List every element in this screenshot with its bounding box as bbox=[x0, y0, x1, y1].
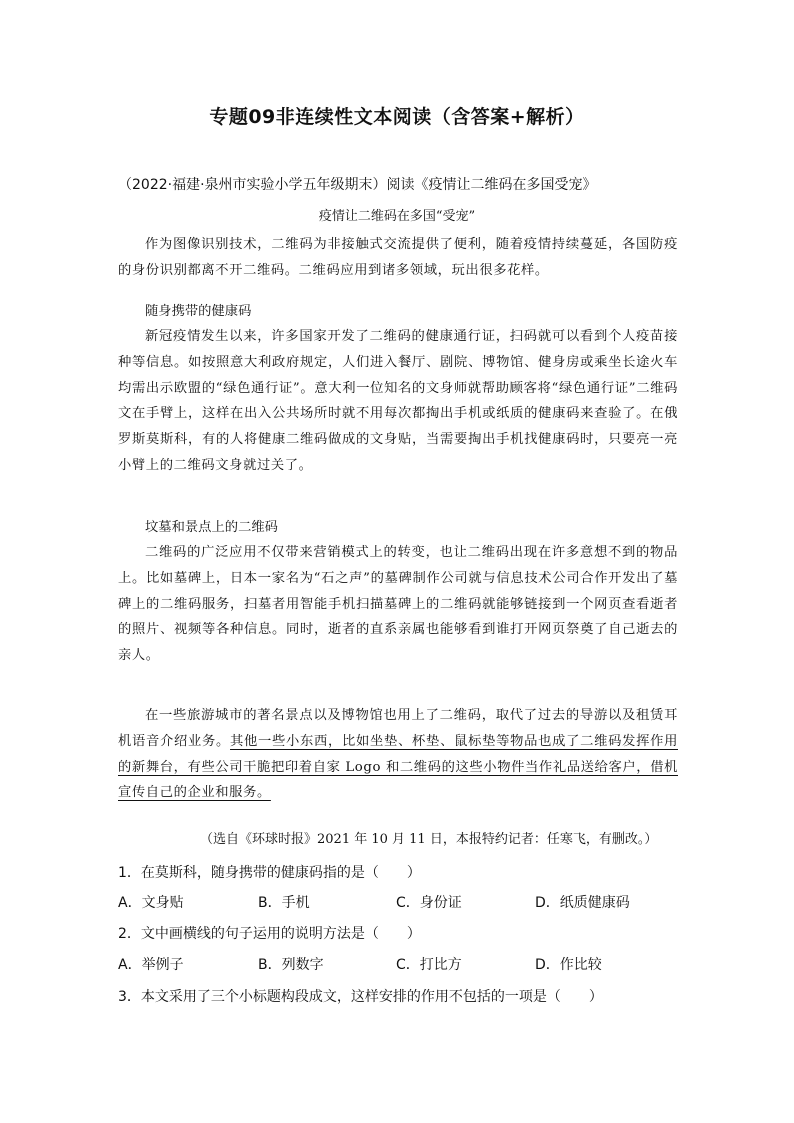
paragraph-1: 作为图像识别技术，二维码为非接触式交流提供了便利，随着疫情持续蔓延，各国防疫的身份识别都离不开二维码。二维码应用到诸多领域，玩出很多花样。 bbox=[118, 237, 678, 278]
paragraph-3: 二维码的广泛应用不仅带来营销模式上的转变，也让二维码出现在许多意想不到的物品上。比如墓碑上，日本一家名为“石之声”的墓碑制作公司就与信息技术公司合作开发出了墓碑上的二维码服务，扫墓者用智能手机扫描墓碑上的二维码就能够链接到一个网页查看逝者的照片、视频等各种信息。同时，逝者的直系亲属也能够看到谁打开网页祭奠了自己逝去的亲人。 bbox=[118, 545, 678, 664]
q1-option-b: B．手机 bbox=[258, 895, 310, 911]
source-credit: （选自《环球时报》2021 年 10 月 11 日，本报特约记者：任寒飞，有删改。） bbox=[200, 832, 658, 847]
question-3: 3．本文采用了三个小标题构段成文，这样安排的作用不包括的一项是（ ） bbox=[118, 989, 603, 1005]
q2-option-b: B．列数字 bbox=[258, 957, 324, 973]
paragraph-2: 新冠疫情发生以来，许多国家开发了二维码的健康通行证，扫码就可以看到个人疫苗接种等信息。如按照意大利政府规定，人们进入餐厅、剧院、博物馆、健身房或乘坐长途火车均需出示欧盟的“绿色通行证”。意大利一位知名的文身师就帮助顾客将“绿色通行证”二维码文在手臂上，这样在出入公共场所时就不用每次都掏出手机或纸质的健康码来查验了。在俄罗斯莫斯科，有的人将健康二维码做成的文身贴，当需要掏出手机找健康码时，只要亮一亮小臂上的二维码文身就过关了。 bbox=[118, 329, 678, 473]
q1-option-d: D．纸质健康码 bbox=[535, 895, 630, 911]
q2-option-c: C．打比方 bbox=[396, 957, 462, 973]
underlined-sentence: 其他一些小东西，比如坐垫、杯垫、鼠标垫等物品也成了二维码发挥作用的新舞台，有些公司干脆把印着自家 Logo 和二维码的这些小物件当作礼品送给客户，借机宣传自己的企业和服务。 bbox=[118, 733, 678, 801]
source-line: （2022·福建·泉州市实验小学五年级期末）阅读《疫情让二维码在多国受宠》 bbox=[118, 177, 597, 193]
question-1: 1．在莫斯科，随身携带的健康码指的是（ ） bbox=[118, 865, 421, 881]
page-title: 专题09非连续性文本阅读（含答案+解析） bbox=[209, 106, 585, 128]
article-title: 疫情让二维码在多国“受宠” bbox=[318, 209, 476, 224]
q2-option-d: D．作比较 bbox=[535, 957, 602, 973]
q1-option-c: C．身份证 bbox=[396, 895, 462, 911]
q2-option-a: A．举例子 bbox=[118, 957, 184, 973]
paragraph-4-plain: 在一些旅游城市的著名景点以及博物馆也用上了二维码，取代了过去的导游以及租赁耳机语音介绍业务。 bbox=[118, 708, 678, 749]
question-2: 2．文中画横线的句子运用的说明方法是（ ） bbox=[118, 926, 421, 942]
subheading-tomb-qr: 坟墓和景点上的二维码 bbox=[145, 520, 278, 535]
paragraph-4 bbox=[118, 703, 678, 806]
q1-option-a: A．文身贴 bbox=[118, 895, 184, 911]
subheading-health-code: 随身携带的健康码 bbox=[145, 304, 252, 319]
